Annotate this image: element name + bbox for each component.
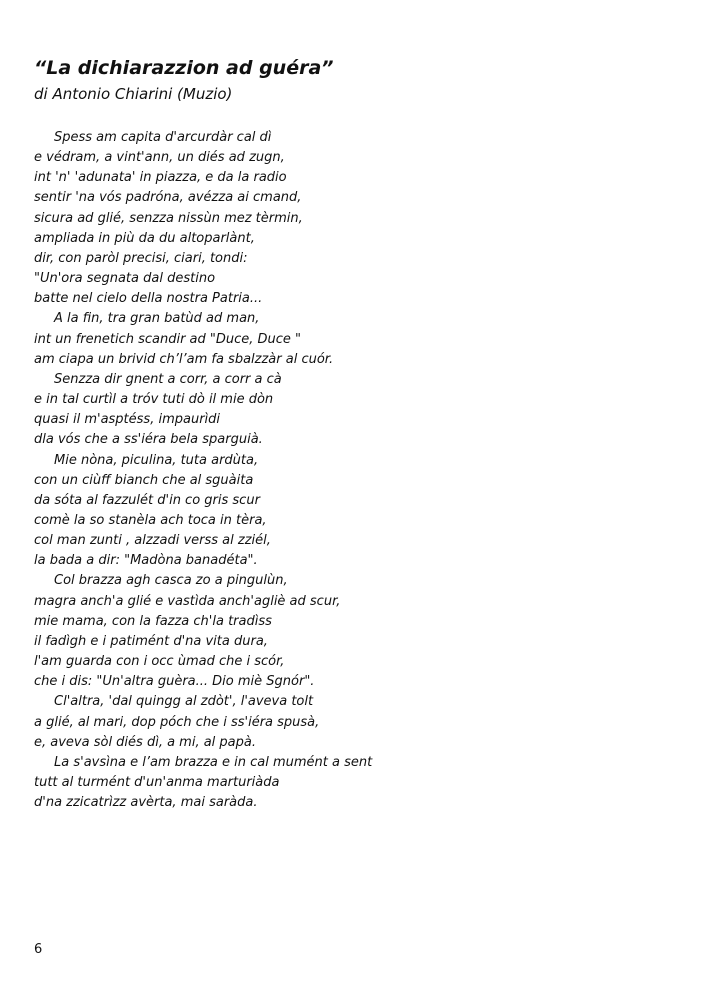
poem-line: "Un'ora segnata dal destino <box>34 271 216 287</box>
poem-body <box>34 128 372 813</box>
poem-line: col man zunti , alzzadi verss al zziél, <box>34 533 271 549</box>
poem-line: dir, con paròl precisi, ciari, tondi: <box>34 250 248 266</box>
poem-line: il fadìgh e i patimént d'na vita dura, <box>34 633 268 649</box>
poem-line: sicura ad glié, senzza nissùn mez tèrmin, <box>34 210 303 226</box>
poem-line: mie mama, con la fazza ch'la tradìss <box>34 613 272 629</box>
poem-line: d'na zzicatrìzz avèrta, mai saràda. <box>34 795 258 811</box>
poem-line: Spess am capita d'arcurdàr cal dì <box>54 130 272 145</box>
poem-line: batte nel cielo della nostra Patria... <box>34 291 263 307</box>
poem-line: con un ciùff bianch che al sguàita <box>34 472 254 488</box>
poem-author: di Antonio Chiarini (Muzio) <box>34 85 233 103</box>
poem-line: che i dis: "Un'altra guèra... Dio miè Sgnór". <box>34 674 315 690</box>
poem-line: e védram, a vint'ann, un diés ad zugn, <box>34 150 285 166</box>
poem-line: e, aveva sòl diés dì, a mi, al papà. <box>34 734 256 750</box>
poem-title: “La dichiarazzion ad guéra” <box>34 57 334 79</box>
poem-line: sentir 'na vós padróna, avézza ai cmand, <box>34 190 302 206</box>
poem-line: comè la so stanèla ach toca in tèra, <box>34 512 267 528</box>
poem-line: Senzza dir gnent a corr, a corr a cà <box>54 371 282 387</box>
poem-line: quasi il m'asptéss, impaurìdi <box>34 412 221 428</box>
poem-line: tutt al turmént d'un'anma marturiàda <box>34 775 280 790</box>
poem-line: la bada a dir: "Madòna banadéta". <box>34 553 258 569</box>
poem-line: int 'n' 'adunata' in piazza, e da la radio <box>34 170 287 186</box>
poem-line: dla vós che a ss'iéra bela sparguià. <box>34 432 263 448</box>
poem-line: am ciapa un brivid ch’l’am fa sbalzzàr al cuór. <box>34 351 334 367</box>
poem-line: l'am guarda con i occ ùmad che i scór, <box>34 654 285 670</box>
poem-line: A la fin, tra gran batùd ad man, <box>54 311 260 327</box>
poem-line: ampliada in più da du altoparlànt, <box>34 230 255 246</box>
poem-line: a glié, al mari, dop póch che i ss'iéra spusà, <box>34 714 320 730</box>
poem-line: La s'avsìna e l’am brazza e in cal mumént a sent <box>54 754 373 770</box>
poem-line: Cl'altra, 'dal quingg al zdòt', l'aveva tolt <box>54 694 314 710</box>
page-number: 6 <box>34 942 43 957</box>
poem-line: int un frenetich scandir ad "Duce, Duce " <box>34 331 302 347</box>
poem-line: Col brazza agh casca zo a pingulùn, <box>54 573 288 589</box>
poem-line: magra anch'a glié e vastìda anch'agliè ad scur, <box>34 593 341 609</box>
poem-line: da sóta al fazzulét d'in co gris scur <box>34 492 260 508</box>
poem-line: e in tal curtìl a tróv tuti dò il mie dòn <box>34 392 274 408</box>
poem-line: Mie nòna, piculina, tuta ardùta, <box>54 452 259 468</box>
